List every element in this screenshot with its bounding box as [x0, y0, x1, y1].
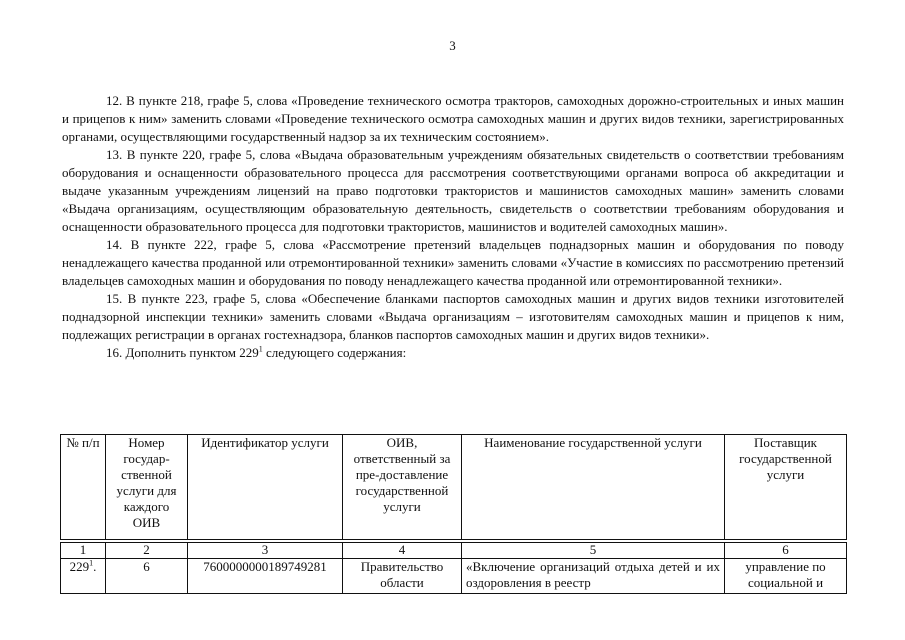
paragraph-16	[62, 344, 844, 362]
services-table	[60, 434, 847, 594]
paragraph-15: 15. В пункте 223, графе 5, слова «Обеспечение бланками паспортов самоходных машин и других видов техники изготовителей поднадзорной инспекции техники» заменить словами «Выдача организациям – изготовителям самоходных машин и прицепов к ним, подлежащих регистрации в органах гостехнадзора, бланков паспортов самоходных машин и других видов техники».	[62, 291, 844, 342]
header-cell-supplier: Поставщик государственной услуги	[725, 435, 847, 540]
supplier-cell: управление по социальной и	[725, 559, 847, 594]
column-number: 4	[343, 543, 462, 559]
service-name-cell: «Включение организаций отдыха детей и их оздоровления в реестр	[462, 559, 725, 594]
oiv-number-cell: 6	[106, 559, 188, 594]
column-number: 5	[462, 543, 725, 559]
header-cell-oiv: ОИВ, ответственный за пре-доставление государственной услуги	[343, 435, 462, 540]
document-body	[62, 92, 844, 362]
paragraph-16-text: 16. Дополнить пунктом 229	[106, 345, 259, 360]
table-column-numbers-row	[61, 543, 847, 559]
row-number-tail: .	[93, 559, 97, 574]
row-number-superscript: 1	[89, 558, 94, 568]
paragraph-16-superscript: 1	[258, 344, 263, 354]
header-cell-number: № п/п	[61, 435, 106, 540]
header-cell-service-number: Номер государ-ственной услуги для каждого ОИВ	[106, 435, 188, 540]
column-number: 6	[725, 543, 847, 559]
column-number: 1	[61, 543, 106, 559]
paragraph-14: 14. В пункте 222, графе 5, слова «Рассмотрение претензий владельцев поднадзорных машин и оборудования по поводу ненадлежащего качества проданной или отремонтированной техники» заменить словами «Участие в комиссиях по рассмотрению претензий владельцев самоходных машин и оборудования по поводу ненадлежащего качества проданной или отремонтированной техники».	[62, 237, 844, 288]
paragraph-16-tail: следующего содержания:	[262, 345, 407, 360]
oiv-cell: Правительство области	[343, 559, 462, 594]
identifier-cell: 7600000000189749281	[188, 559, 343, 594]
row-number: 229	[69, 559, 90, 574]
header-cell-identifier: Идентификатор услуги	[188, 435, 343, 540]
paragraph-13: 13. В пункте 220, графе 5, слова «Выдача образовательным учреждениям обязательных свидетельств о соответствии требованиям оборудования и оснащенности образовательного процесса для рассмотрения соответствующими органами вопроса об аккредитации и выдаче указанным учреждениям лицензий на право подготовки трактористов и машинистов самоходных машин» заменить словами «Выдача организациям, осуществляющим образовательную деятельность, свидетельств о соответствии требованиям оборудования и оснащенности образовательного процесса для подготовки трактористов, машинистов и водителей самоходных машин».	[62, 147, 844, 234]
header-cell-service-name: Наименование государственной услуги	[462, 435, 725, 540]
page-number: 3	[449, 38, 456, 53]
column-number: 3	[188, 543, 343, 559]
column-number: 2	[106, 543, 188, 559]
row-number-cell	[61, 559, 106, 594]
table-row	[61, 559, 847, 594]
table-header-row	[61, 435, 847, 540]
paragraph-12: 12. В пункте 218, графе 5, слова «Проведение технического осмотра тракторов, самоходных дорожно-строительных и иных машин и прицепов к ним» заменить словами «Проведение технического осмотра самоходных машин и других видов техники, зарегистрированных органами, осуществляющими государственный надзор за их техническим состоянием».	[62, 93, 844, 144]
